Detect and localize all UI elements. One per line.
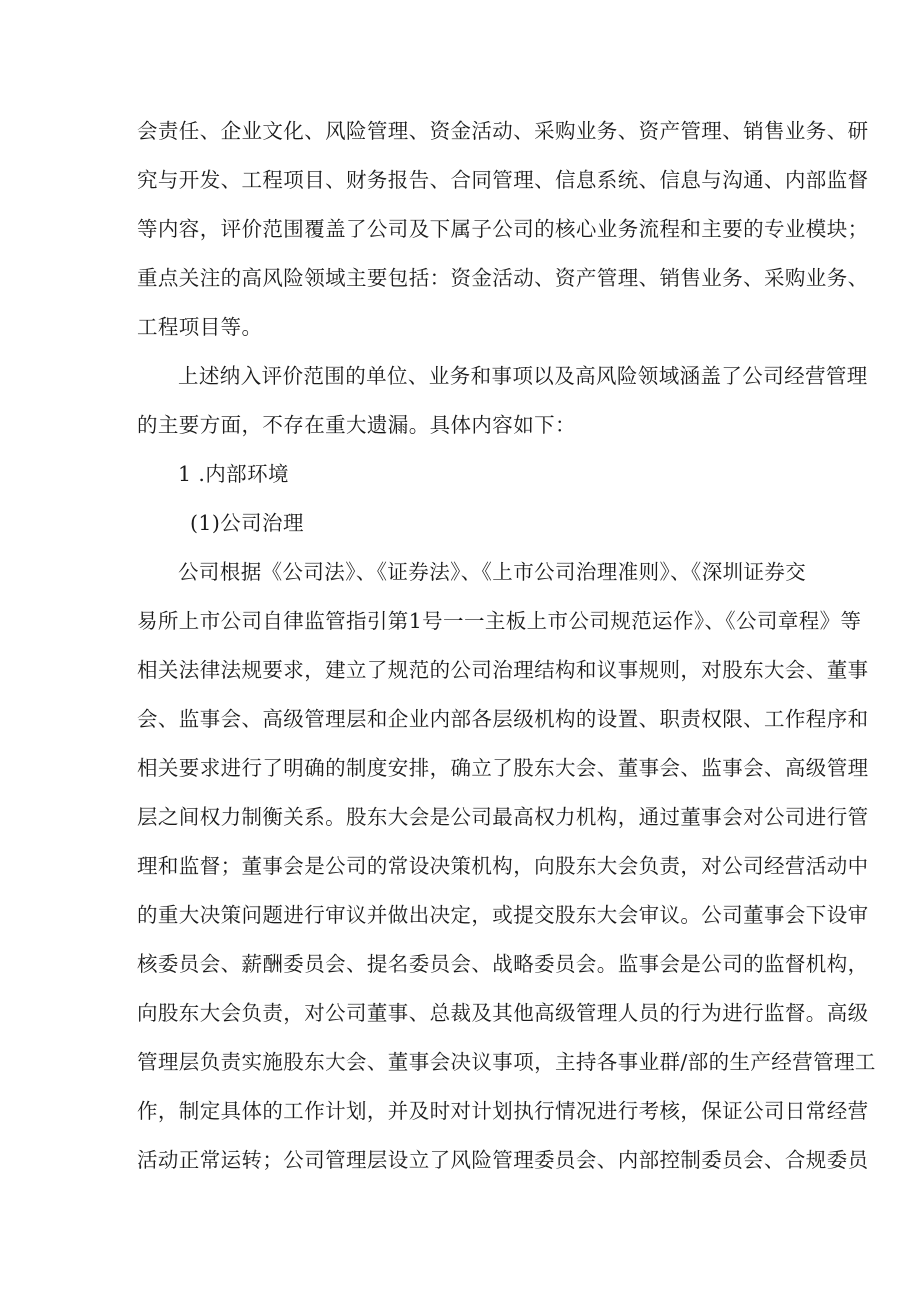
- paragraph-line: 活动正常运转；公司管理层设立了风险管理委员会、内部控制委员会、合规委员: [137, 1148, 869, 1172]
- paragraph-line: 相关法律法规要求，建立了规范的公司治理结构和议事规则，对股东大会、董事: [137, 658, 869, 682]
- paragraph-line: 向股东大会负责，对公司董事、总裁及其他高级管理人员的行为进行监督。高级: [137, 1001, 869, 1025]
- paragraph-line: 层之间权力制衡关系。股东大会是公司最高权力机构，通过董事会对公司进行管: [137, 805, 869, 829]
- paragraph-line: 易所上市公司自律监管指引第1号一一主板上市公司规范运作》、《公司章程》等: [137, 609, 862, 633]
- paragraph-line: 管理层负责实施股东大会、董事会决议事项，主持各事业群/部的生产经营管理工: [137, 1050, 876, 1074]
- paragraph-line: 工程项目等。: [137, 315, 263, 339]
- section-heading: 1 .内部环境: [178, 462, 289, 486]
- paragraph-line: 的主要方面，不存在重大遗漏。具体内容如下：: [137, 413, 576, 437]
- paragraph-line: 核委员会、薪酬委员会、提名委员会、战略委员会。监事会是公司的监督机构，: [137, 952, 869, 976]
- paragraph-line: 作，制定具体的工作计划，并及时对计划执行情况进行考核，保证公司日常经营: [137, 1099, 869, 1123]
- paragraph-line: 会责任、企业文化、风险管理、资金活动、采购业务、资产管理、销售业务、研: [137, 119, 869, 143]
- paragraph-line: 公司根据《公司法》、《证券法》、《上市公司治理准则》、《深圳证券交: [178, 560, 807, 584]
- paragraph-line: 相关要求进行了明确的制度安排，确立了股东大会、董事会、监事会、高级管理: [137, 756, 869, 780]
- paragraph-line: 理和监督；董事会是公司的常设决策机构，向股东大会负责，对公司经营活动中: [137, 854, 869, 878]
- paragraph-line: 上述纳入评价范围的单位、业务和事项以及高风险领域涵盖了公司经营管理: [178, 364, 868, 388]
- paragraph-line: 会、监事会、高级管理层和企业内部各层级机构的设置、职责权限、工作程序和: [137, 707, 869, 731]
- paragraph-line: 究与开发、工程项目、财务报告、合同管理、信息系统、信息与沟通、内部监督: [137, 168, 869, 192]
- paragraph-line: 的重大决策问题进行审议并做出决定，或提交股东大会审议。公司董事会下设审: [137, 903, 869, 927]
- subsection-heading: (1)公司治理: [190, 511, 304, 535]
- paragraph-line: 等内容，评价范围覆盖了公司及下属子公司的核心业务流程和主要的专业模块；: [137, 217, 869, 241]
- paragraph-line: 重点关注的高风险领域主要包括：资金活动、资产管理、销售业务、采购业务、: [137, 266, 869, 290]
